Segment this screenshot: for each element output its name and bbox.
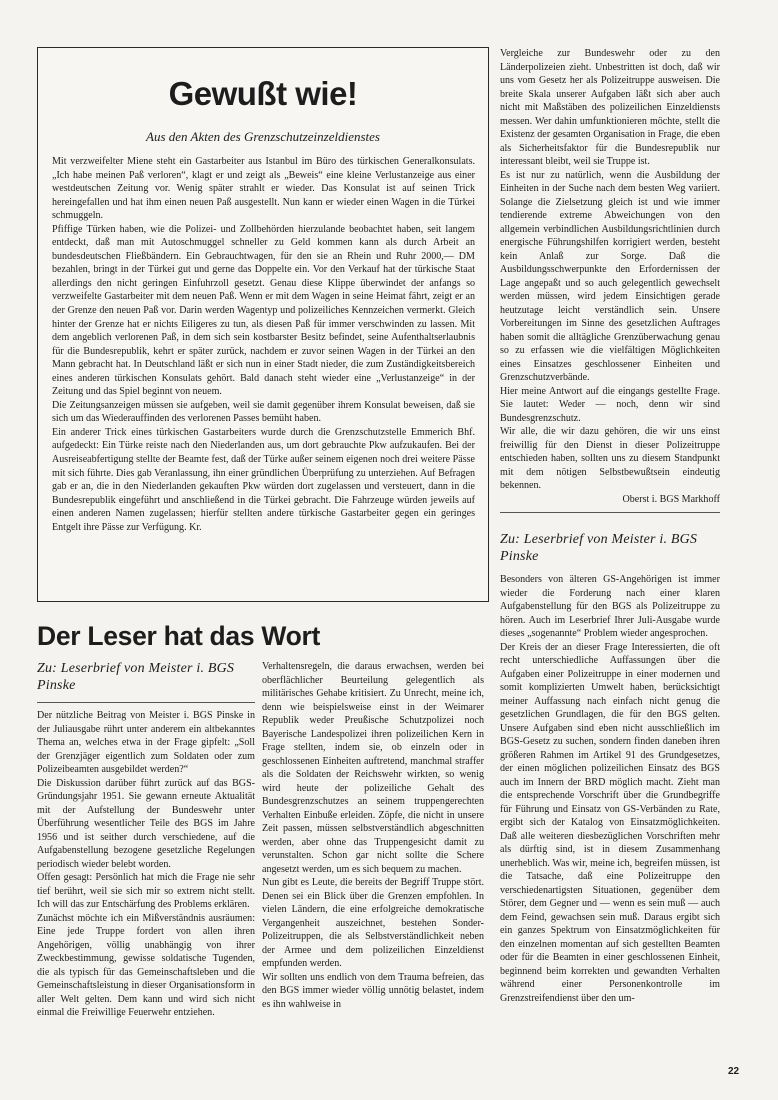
letter-paragraph: Hier meine Antwort auf die eingangs gestellte Frage. Sie lautet: Weder — noch, denn wir sind Bundesgrenzschutz.	[500, 385, 720, 424]
letter-paragraph: Vergleiche zur Bundeswehr oder zu den Länderpolizeien zieht. Unbestritten ist doch, daß wir uns vom Gesetz her als Polizeitruppe ausweisen. Die breite Skala unserer Aufgaben läßt sich aber auch nicht mit Maßstäben des polizeilichen Einzeldiensts messen. Wer dahin umfunktionieren möchte, stellt die Existenz der gesamten Organisation in Frage, die eben als Sicherheitsfaktor für die Bundesrepublik nur interessant bleibt, weil sie Truppe ist.	[500, 48, 720, 167]
page-number: 22	[728, 1066, 740, 1077]
letter-paragraph: Wir alle, die wir dazu gehören, die wir uns einst freiwillig für den Dienst in dieser Polizeitruppe entschieden haben, sollten uns zu diesem Standpunkt mit dem nötigen Selbstbewußtsein eindeutig bekennen.	[500, 426, 720, 491]
letter-paragraph: Der Kreis der an dieser Frage Interessierten, die oft recht unterschiedliche Auffassungen über die Aufgaben einer Polizeitruppe in einer modernen und somit komplizierten Umwelt haben, berücksichtigt meiner Auffassung nach einfach nicht genug die gesetzlichen Grundlagen, die für den BGS gelten. Unsere Aufgaben sind eben nicht ausschließlich im BGS-Gesetz zu suchen, sondern finden daneben ihren größeren Rahmen im Artikel 91 des Grundgesetzes, der einen möglichen polizeilichen Einsatz des BGS auch im Innern der BRD möglich macht. Zieht man die entsprechende Vorschrift über die Grundbegriffe für Führung und Einsatz von GS-Verbänden zu Rate, ergibt sich der Katalog von Einsatzmöglichkeiten. Daß alle weiteren diesbezüglichen Vorschriften mehr als dürftig sind, ist in diesem Zusammenhang unerheblich. Was wir, meine ich, begreifen müssen, ist die Tatsache, daß eine Polizeitruppe den verschiedenartigsten Situationen, gegenüber dem Störer, dem Gegner und — wenn es sein muß — auch dem Feind, gewachsen sein muß. Daraus ergibt sich ein ganzes Spektrum von Einsatzmöglichkeiten für den einzelnen momentan auf sich gestellten Beamten oder für die Beamten in einer geschlossenen Einheit, beginnend beim korrekten und gewandten Verhalten während einer Personenkontrolle im Grenzstreifendienst über den um-	[500, 641, 720, 1004]
letter-paragraph: Nun gibt es Leute, die bereits der Begriff Truppe stört. Denen sei ein Blick über die Grenzen empfohlen. In vielen Ländern, die eine erfolgreiche demokratische Vergangenheit auszeichnet, bestehen Sonder-Polizeitruppen, die als Selbstverständlichkeit neben der Armee und dem polizeilichen Einzeldienst empfunden werden.	[262, 877, 484, 969]
section-headline: Der Leser hat das Wort	[37, 621, 321, 651]
feature-paragraph: Pfiffige Türken haben, wie die Polizei- und Zollbehörden hierzulande beobachtet haben, seit langem entdeckt, daß man mit Autoschmuggel schneller zu Geld kommen kann als durch Arbeit an bundesdeutschen Fließbändern. Ein Gebrauchtwagen, für den sie an Rhein und Ruhr 2000,— DM bezahlen, bringt in der Türkei gut und gerne das Doppelte ein. Vor den Verkauf hat der türkische Staat allerdings den nicht geringen Einfuhrzoll gesetzt. Genau diese Klippe überwindet der anfangs so verzweifelte Gastarbeiter mit dem neuen Paß. Wenn er mit dem Wagen in seine Heimat fährt, zeigt er an der Grenze den neuen Paß vor. Darin werden Wagentyp und polizeiliches Kennzeichen vermerkt. Gleich hinter der Grenze hat er nichts Eiligeres zu tun, als diesen Paß für immer verschwinden zu lassen. Mit dem angeblich verlorenen Paß, in dem sich sein kostbarster Besitz befindet, seine Aufenthaltserlaubnis für die Bundesrepublik, kehrt er später zurück, nachdem er zuvor seinen Wagen in der Türkei an den Mann gebracht hat. In Deutschland läßt er sich nun in einer Stadt nieder, die zum Zuständigkeitsbereich eines anderen türkischen Konsulats gehört. Bald danach steht wieder eine „Verlustanzeige“ in der Zeitung und das Spiel beginnt von neuem.	[52, 223, 475, 398]
heading-rule	[37, 702, 255, 703]
feature-box	[37, 47, 489, 602]
feature-subtitle: Aus den Akten des Grenzschutzeinzeldienstes	[146, 129, 380, 144]
letter-column-2	[262, 660, 484, 1011]
heading-rule	[500, 512, 720, 513]
letter-paragraph: Wir sollten uns endlich von dem Trauma befreien, das den BGS immer wieder völlig unnötig belastet, indem es ihn wahlweise in	[262, 971, 484, 1010]
letter-paragraph: Zunächst möchte ich ein Mißverständnis ausräumen: Eine jede Truppe fordert von allen ihren Angehörigen, völlig unabhängig von ihrer Zweckbestimmung, gewisse soldatische Tugenden, die als typisch für das Gemeinschaftsleben und die Gemeinschaftsleistung in dieser Organisationsform in aller Welt gelten. Dem kann und wird sich nicht einmal die Freiwillige Feuerwehr entziehen.	[37, 912, 255, 1018]
feature-paragraph: Ein anderer Trick eines türkischen Gastarbeiters wurde durch die Grenzschutzstelle Emmerich Bhf. aufgedeckt: Ein Türke reiste nach den Niederlanden aus, um dort gebrauchte Pkw aufzukaufen. Bei der Ausreiseabfertigung stellte der Beamte fest, daß der Türke außer seinem eigenen noch drei weitere Pässe mit sich führte. Dies gab Veranlassung, ihn einer gründlichen Überprüfung zu unterziehen. Auf Befragen gab er an, die in den Niederlanden gekauften Pkw würden dort zugelassen und versteuert, dann in die Bundesrepublik eingeführt und anschließend in die Türkei gebracht. Die Fahrzeuge würden jeweils auf einen anderen Namen zugelassen; hierfür stellten andere türkische Gastarbeiter gegen ein geringes Entgelt ihre Pässe zur Verfügung. Kr.	[52, 426, 475, 533]
letter-signature: Oberst i. BGS Markhoff	[622, 493, 720, 505]
letter-heading: Zu: Leserbrief von Meister i. BGS Pinske	[500, 532, 698, 564]
letter-paragraph: Besonders von älteren GS-Angehörigen ist immer wieder die Forderung nach einer klaren Aufgabenstellung für den BGS als Polizeitruppe zu hören. Auch im Leserbrief Ihrer Juli-Ausgabe wurde dieses „sogenannte“ Problem wieder angesprochen.	[500, 574, 720, 639]
feature-title: Gewußt wie!	[168, 75, 358, 112]
feature-paragraph: Die Zeitungsanzeigen müssen sie aufgeben, weil sie damit gegenüber ihrem Konsulat beweisen, daß sie sich um das Wiederauffinden des verlorenen Passes bemüht haben.	[52, 399, 475, 425]
letter-column-3	[500, 47, 720, 1005]
letter-column-1	[37, 660, 255, 1020]
letter-paragraph: Der nützliche Beitrag von Meister i. BGS Pinske in der Juliausgabe rührt unter anderem ein altbekanntes Thema an, welches etwa in der Frage gipfelt: „Soll der Grenzjäger eigentlich zum Soldaten oder zum Polizeibeamten ausgebildet werden?“	[37, 710, 255, 775]
letter-paragraph: Offen gesagt: Persönlich hat mich die Frage nie sehr tief berührt, weil sie sich mir so extrem nicht stellt. Ich will das zur Entschärfung des Problems erklären.	[37, 872, 255, 910]
letter-paragraph: Es ist nur zu natürlich, wenn die Ausbildung der Einheiten in der Suche nach dem besten Weg variiert. Solange die Zielsetzung gleich ist und wie immer tendierende extreme Abweichungen von den allgemein verbindlichen Ausbildungsrichtlinien durch energische Führungshilfen korrigiert werden, besteht kein Anlaß zur Sorge. Daß die Ausbildungsschwerpunkte den Erfordernissen der Lage angepaßt und so auch gelegentlich gewechselt werden müssen, wird jedem Einsichtigen gerade heutzutage leicht verständlich sein. Unsere Vorbereitungen im Sinne des gesetzlichen Auftrages haben somit die alltägliche Grenzüberwachung genau so zu erfassen wie die vielfältigen Möglichkeiten eines Einsatzes geschlossener Einheiten und Grenzschutzverbände.	[500, 169, 720, 383]
letter-paragraph: Verhaltensregeln, die daraus erwachsen, werden bei oberflächlicher Beurteilung gelegentlich als militärisches Gehabe kritisiert. Zu Unrecht, meine ich, denn wie beispielsweise einst in der Weimarer Republik weder Preußische Schutzpolizei noch Bayerische Landespolizei ihren polizeilichen Kern in Frage stellten, indem sie, ob einzeln oder in geschlossenen Einheiten auftretend, manchmal straffer als die Soldaten der Reichswehr wirkten, so wenig wird heute der polizeiliche Gehalt des Bundesgrenzschutzes an seinem truppengerechten Verhalten Einbuße erleiden. Zöpfe, die nicht in unsere Zeit passen, müssen selbstverständlich abgeschnitten werden, aber ohne das Truppengesicht damit zu verunstalten. Schon gar nicht sollte die Schere angesetzt werden, um es sich bequem zu machen.	[262, 661, 484, 875]
letter-paragraph: Die Diskussion darüber führt zurück auf das BGS-Gründungsjahr 1951. Sie gewann erneute Aktualität mit der Aufstellung der Bundeswehr unter Überführung wesentlicher Teile des BGS im Jahre 1956 und ist seither durch verschiedene, auf die Aufgabenstellung bezogene gesetzliche Regelungen periodisch wieder belebt worden.	[37, 777, 255, 870]
letter-heading: Zu: Leserbrief von Meister i. BGS Pinske	[37, 661, 235, 693]
feature-paragraph: Mit verzweifelter Miene steht ein Gastarbeiter aus Istanbul im Büro des türkischen Generalkonsulats. „Ich habe meinen Paß verloren“, klagt er und zeigt als „Beweis“ eine kleine Verlustanzeige aus einer westdeutschen Zeitung vor. Wenig später strahlt er wieder. Das Konsulat ist auf seinen Trick hereingefallen und hat ihm einen neuen Paß ausgestellt. Nun kann er wieder einen Wagen in die Türkei schmuggeln.	[52, 156, 475, 222]
feature-body	[52, 155, 475, 534]
